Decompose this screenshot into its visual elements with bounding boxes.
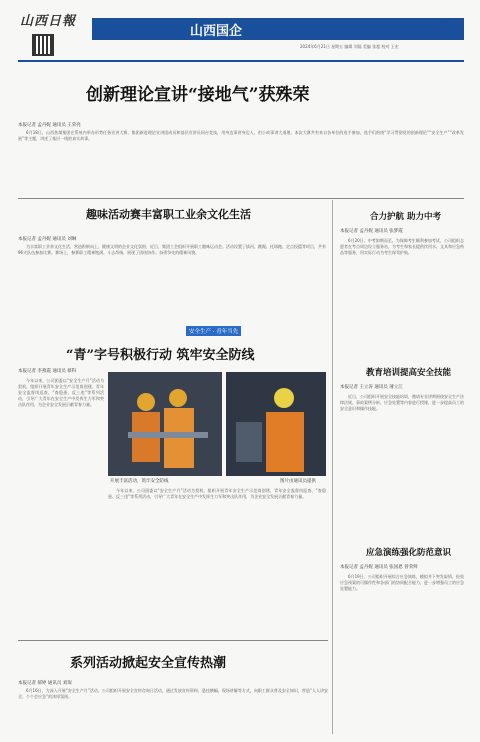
article-body-7: 6月16日，为深入开展“安全生产月”活动，公司组织开展安全宣传咨询日活动，通过发放宣传资料、悬挂横幅、现场讲解等方式，向职工群众普及安全知识，营造“人人讲安全、个个会应急”的浓厚氛围。 bbox=[18, 688, 328, 699]
section-title: 山西国企 bbox=[190, 24, 243, 39]
article-body-2: 为丰富职工业余文化生活，营造积极向上、健康文明的企业文化氛围，近日，集团工会组织开展职工趣味运动会。活动设置了拔河、跳绳、托球跑、定点投篮等项目，共有96支队伍参加比赛。赛场上，参赛职工精神饱满、斗志昂扬，展现了团结协作、奋勇争先的精神风貌。 bbox=[18, 244, 326, 255]
article-body-3: 6月20日，中考如期而至。为保障考生顺利参加考试，公司组织志愿者在考点周边设立服务站，为考生和家长提供饮用水、文具和应急药品等服务，用实际行动为考生保驾护航。 bbox=[340, 238, 464, 255]
byline-3: 本报记者 孟丹妮 通讯员 张梦霞 bbox=[340, 229, 403, 234]
byline-4: 本报记者 李燕霞 通讯员 蔡科 bbox=[18, 369, 77, 374]
byline-2: 本报记者 孟丹妮 通讯员 刘琳 bbox=[18, 237, 77, 242]
headline-3: 合力护航 助力中考 bbox=[370, 212, 441, 222]
photo-workers-left bbox=[108, 372, 222, 476]
page-number: 15 bbox=[438, 16, 462, 36]
section-bar bbox=[92, 18, 464, 40]
byline-7: 本报记者 郝婷 通讯员 刘琛 bbox=[18, 681, 72, 686]
photo-workers-right bbox=[226, 372, 326, 476]
column-divider bbox=[332, 200, 333, 734]
header-rule bbox=[18, 60, 464, 62]
divider bbox=[18, 198, 464, 199]
byline-6: 本报记者 孟丹妮 通讯员 张国恩 曾荣鲜 bbox=[340, 565, 418, 570]
issue-meta: 2024年6月21日 星期五 编辑 刘磊 美编 张超 校对 王宏 bbox=[300, 44, 399, 49]
article-body-4: 今年以来，公司团委以“安全生产月”活动为契机，组织开展青年安全生产示范岗创建、青年安全监督岗巡查、“查隐患、反三违”等系列活动，引导广大青年在安全生产中发挥生力军和突击队作用，为企业安全发展贡献青春力量。 bbox=[18, 378, 104, 407]
article-body-4b: 今年以来，公司团委以“安全生产月”活动为契机，组织开展青年安全生产示范岗创建、青年安全监督岗巡查、“查隐患、反三违”等系列活动，引导广大青年在安全生产中发挥生力军和突击队作用，为企业安全发展贡献青春力量。 bbox=[108, 488, 326, 499]
article-body-1: 6月18日，山西焦煤集团在系统内举办形势任务宣讲大赛，集团新进理论宣讲团成员和基层宣讲员同台竞技，用身边事讲身边人，用小故事讲大道理。本次大赛共有来自各单位的选手参加，选手们围绕“学习贯彻党的创新理论”“安全生产”“改革发展”等主题，讲述了基层一线的真实故事。 bbox=[18, 130, 464, 141]
byline-1: 本报记者 孟丹妮 通讯员 王荣亮 bbox=[18, 123, 81, 128]
newspaper-logo: 山西日報 bbox=[20, 14, 77, 29]
byline-5: 本报记者 王立涛 通讯员 薄立江 bbox=[340, 385, 403, 390]
headline-4: “青”字号积极行动 筑牢安全防线 bbox=[66, 348, 255, 363]
headline-7: 系列活动掀起安全宣传热潮 bbox=[70, 656, 227, 671]
article-body-6: 6月19日，公司组织开展综合应急演练，模拟井下突发险情，检验应急预案的可操作性和各部门的协同配合能力，进一步增强员工的应急处置能力。 bbox=[340, 574, 464, 591]
caption-left: 开展丰富活动，筑牢安全防线 bbox=[110, 479, 169, 484]
divider bbox=[18, 640, 328, 641]
headline-6: 应急演练强化防范意识 bbox=[366, 548, 452, 558]
article-body-5: 近日，公司组织开展安全技能培训，邀请专业讲师围绕安全生产法律法规、事故案例分析、应急处置等内容进行授课，进一步提高员工的安全意识和操作技能。 bbox=[340, 394, 464, 411]
safety-banner: 安全生产 · 青年当先 bbox=[186, 326, 241, 336]
headline-2: 趣味活动赛丰富职工业余文化生活 bbox=[86, 208, 251, 221]
headline-1: 创新理论宣讲“接地气”获殊荣 bbox=[86, 85, 310, 105]
caption-right: 图片由通讯员提供 bbox=[280, 479, 316, 484]
qr-code-icon bbox=[32, 34, 54, 56]
headline-5: 教育培训提高安全技能 bbox=[366, 368, 452, 378]
